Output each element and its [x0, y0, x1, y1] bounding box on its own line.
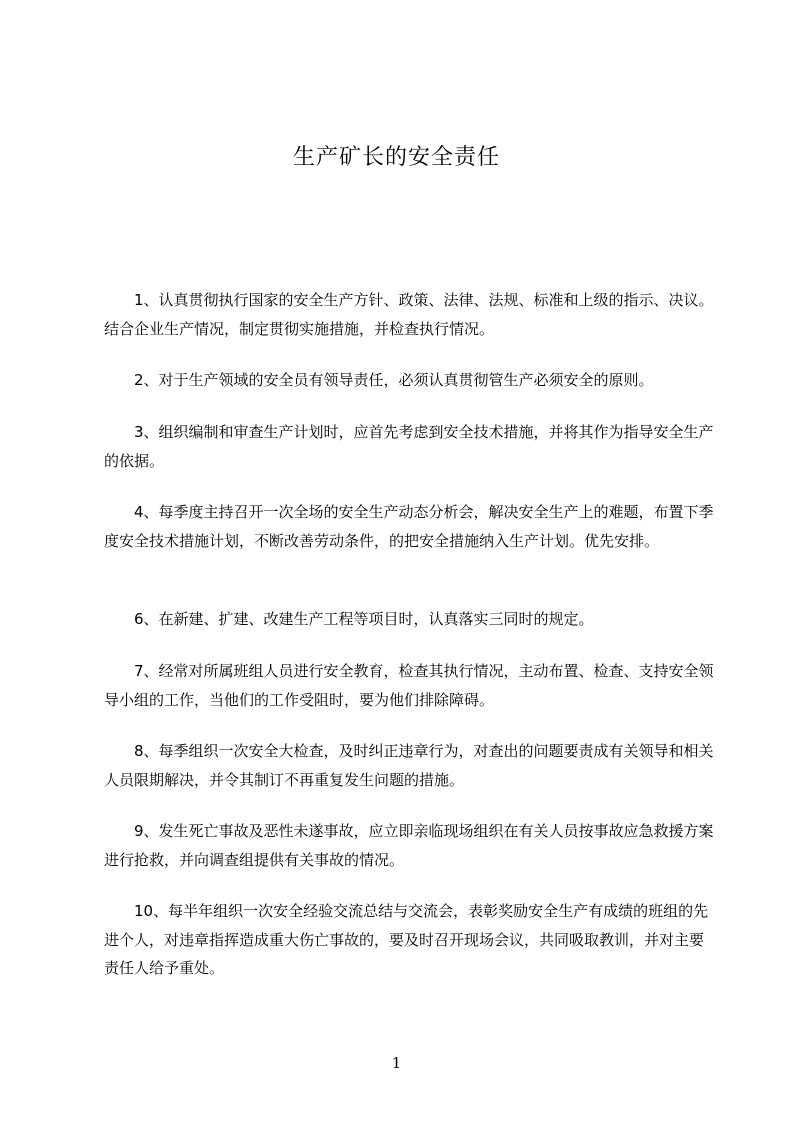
paragraph-10: 10、每半年组织一次安全经验交流总结与交流会，表彰奖励安全生产有成绩的班组的先进个人，对违章指挥造成重大伤亡事故的，要及时召开现场会议，共同吸取教训，并对主要责任人给予重处。 [104, 902, 709, 977]
paragraph-3: 3、组织编制和审查生产计划时，应首先考虑到安全技术措施，并将其作为指导安全生产的依据。 [104, 423, 714, 470]
paragraph-8: 8、每季组织一次安全大检查，及时纠正违章行为，对查出的问题要责成有关领导和相关人员限期解决，并令其制订不再重复发生问题的措施。 [104, 742, 714, 789]
paragraph-2: 2、对于生产领域的安全员有领导责任，必须认真贯彻管生产必须安全的原则。 [134, 371, 654, 389]
paragraph-7: 7、经常对所属班组人员进行安全教育，检查其执行情况，主动布置、检查、支持安全领导小组的工作，当他们的工作受阻时，要为他们排除障碍。 [104, 662, 714, 709]
page-title: 生产矿长的安全责任 [292, 145, 500, 170]
page-number: 1 [391, 1054, 402, 1072]
paragraph-9: 9、发生死亡事故及恶性未遂事故，应立即亲临现场组织在有关人员按事故应急救援方案进行抢救，并向调查组提供有关事故的情况。 [104, 822, 714, 869]
paragraph-1: 1、认真贯彻执行国家的安全生产方针、政策、法律、法规、标准和上级的指示、决议。结合企业生产情况，制定贯彻实施措施，并检查执行情况。 [104, 291, 714, 338]
paragraph-6: 6、在新建、扩建、改建生产工程等项目时，认真落实三同时的规定。 [134, 610, 594, 628]
paragraph-4: 4、每季度主持召开一次全场的安全生产动态分析会，解决安全生产上的难题，布置下季度安全技术措施计划，不断改善劳动条件，的把安全措施纳入生产计划。优先安排。 [104, 503, 714, 550]
